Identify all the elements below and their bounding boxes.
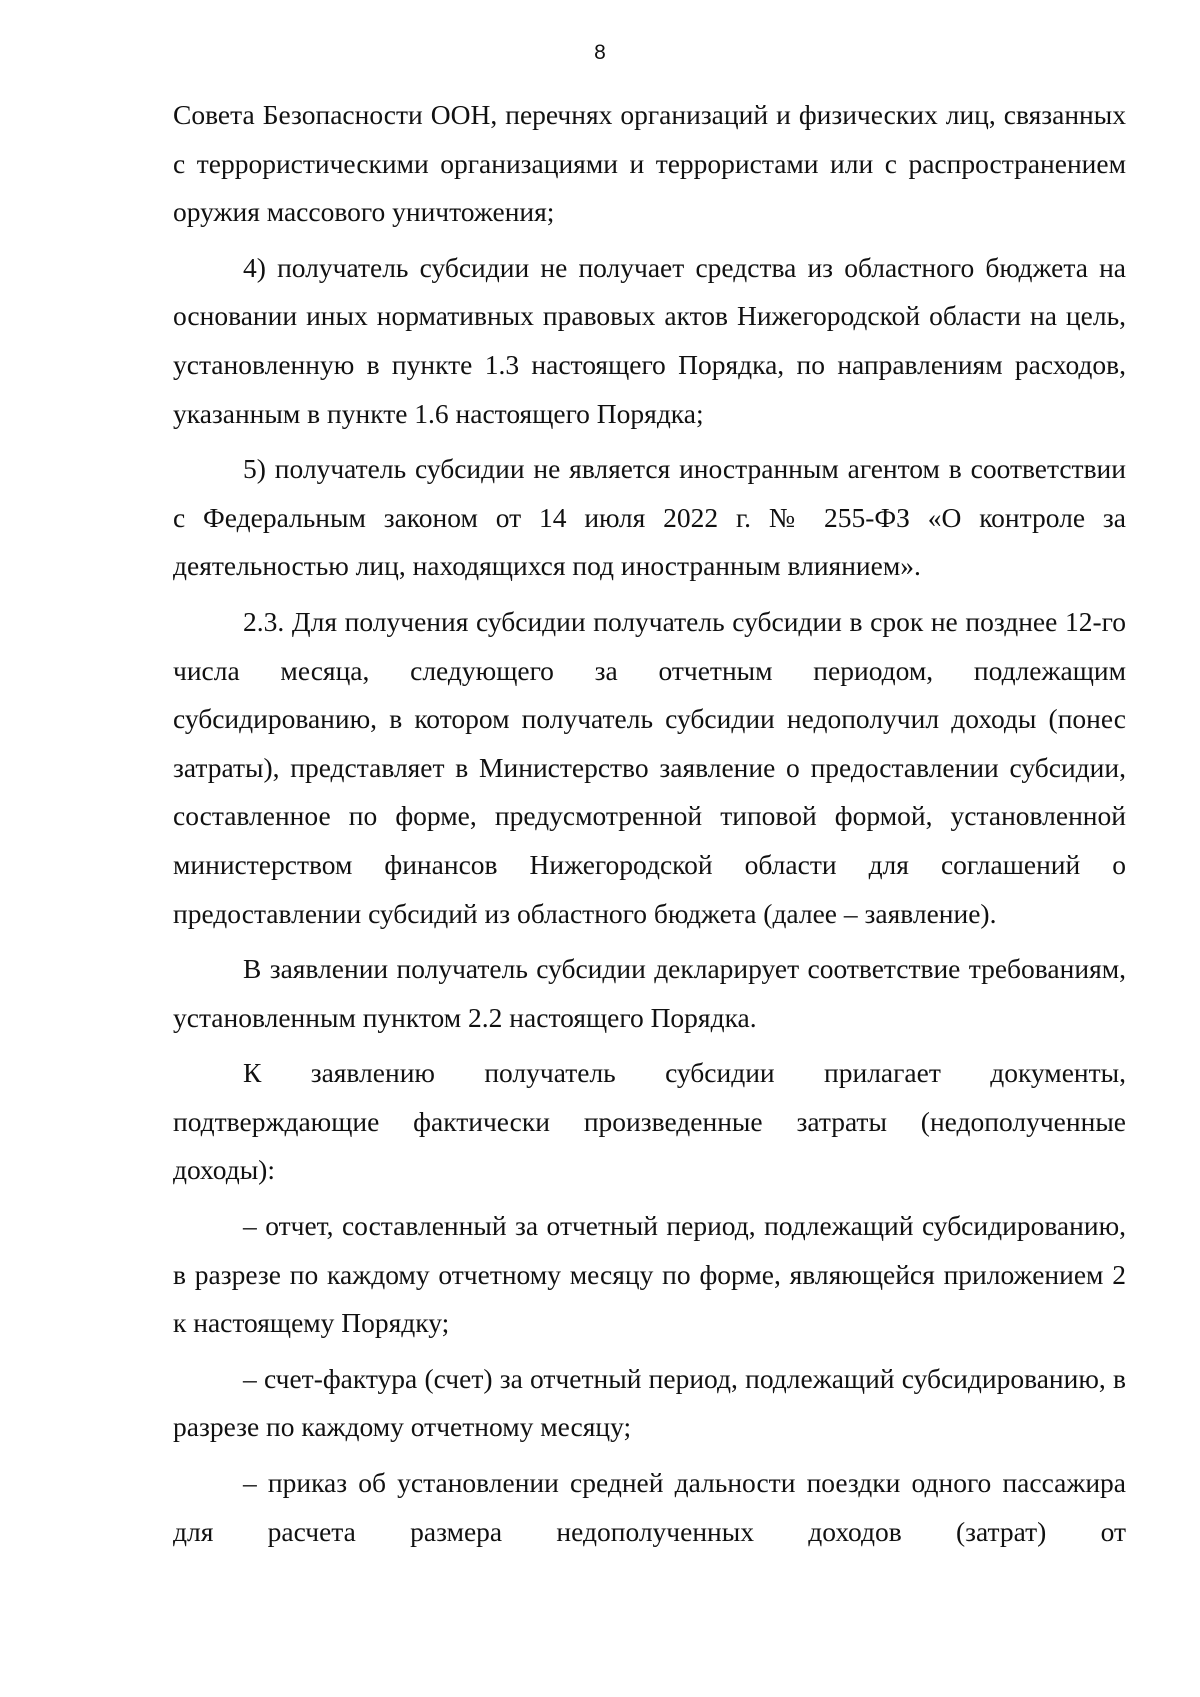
list-item-invoice: – счет-фактура (счет) за отчетный период, подлежащий субсидированию, в разрезе по каждому отчетному месяцу; (173, 1362, 1126, 1443)
document-body (173, 91, 1126, 1556)
list-item-order-travel-distance: – приказ об установлении средней дальности поездки одного пассажира для расчета размера недополученных доходов (затрат) от (173, 1467, 1126, 1547)
paragraph-attached-documents: К заявлению получатель субсидии прилагает документы, подтверждающие фактически произведенные затраты (недополученные доходы): (173, 1057, 1126, 1186)
paragraph-item-4-no-other-funding: 4) получатель субсидии не получает средства из областного бюджета на основании иных нормативных правовых актов Нижегородской области на цель, установленную в пункте 1.3 настоящего Порядка, по направлениям расходов, указанным в пункте 1.6 настоящего Порядка; (173, 251, 1126, 429)
paragraph-2-3-application: 2.3. Для получения субсидии получатель субсидии в срок не позднее 12-го числа месяца, следующего за отчетным периодом, подлежащим субсидированию, в котором получатель субсидии недополучил доходы (понес затраты), представляет в Министерство заявление о предоставлении субсидии, составленное по форме, предусмотренной типовой формой, установленной министерством финансов Нижегородской области для соглашений о предоставлении субсидий из областного бюджета (далее – заявление). (173, 605, 1126, 929)
paragraph-declaration: В заявлении получатель субсидии декларирует соответствие требованиям, установленным пунктом 2.2 настоящего Порядка. (173, 953, 1126, 1033)
page-number: 8 (594, 41, 606, 64)
paragraph-item-5-not-foreign-agent: 5) получатель субсидии не является иностранным агентом в соответствии с Федеральным законом от 14 июля 2022 г. № 255-ФЗ «О контроле за деятельностью лиц, находящихся под иностранным влиянием». (173, 453, 1126, 582)
list-item-report: – отчет, составленный за отчетный период, подлежащий субсидированию, в разрезе по каждому отчетному месяцу по форме, являющейся приложением 2 к настоящему Порядку; (173, 1210, 1126, 1339)
paragraph-continuation-sanctions-lists: Совета Безопасности ООН, перечнях организаций и физических лиц, связанных с террористическими организациями и террористами или с распространением оружия массового уничтожения; (173, 99, 1126, 228)
